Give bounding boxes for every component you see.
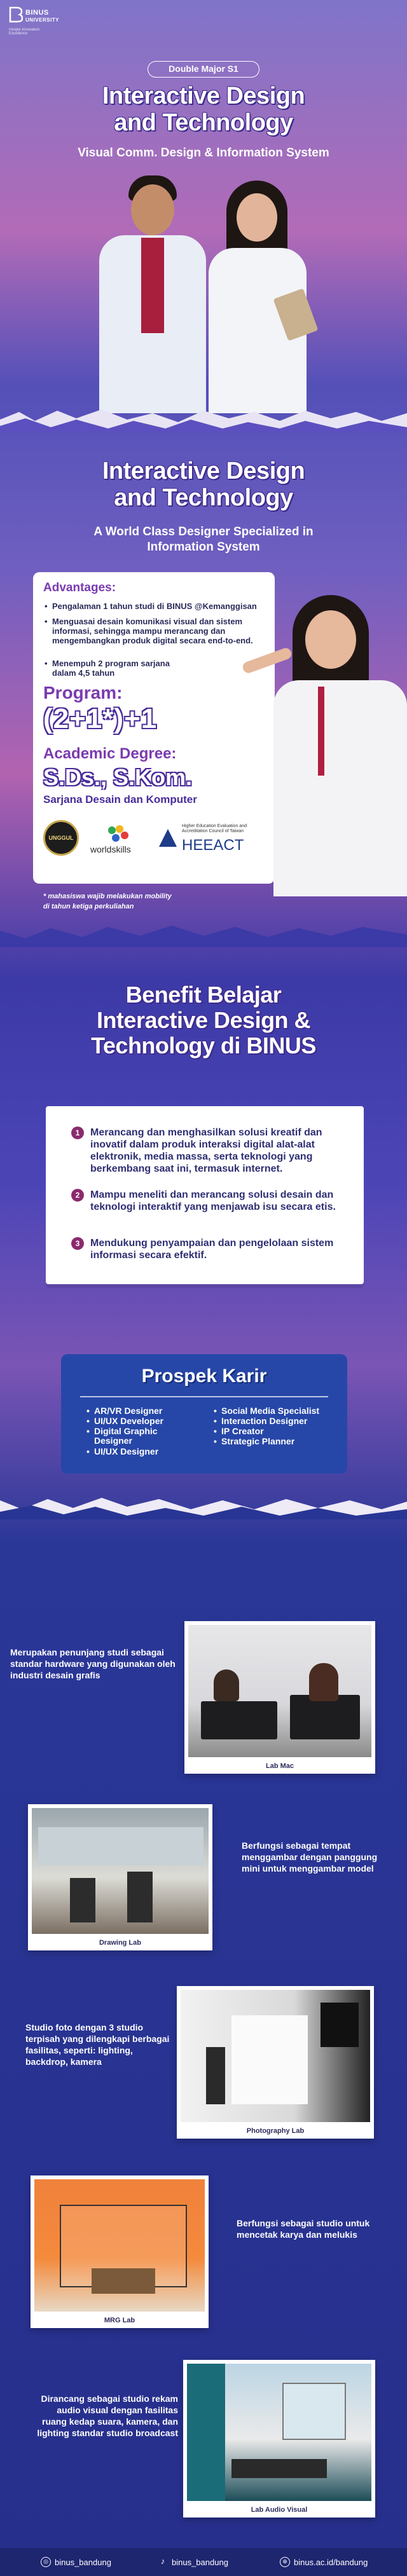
torn-divider-3 [0,1494,407,1519]
prospek-divider [80,1396,328,1397]
hero-title-line1: Interactive Design [102,83,305,109]
benefit-card [46,1106,364,1284]
degree-label: Academic Degree: [43,745,177,762]
binus-logo[interactable] [9,6,60,38]
benefit-item [71,1189,338,1213]
brand-tagline: People Innovation Excellence [9,28,40,36]
facility-desc: Studio foto dengan 3 studio terpisah yang dilengkapi berbagai fasilitas, seperti: lighting, backdrop, kamera [25,2022,170,2067]
double-major-badge: Double Major S1 [148,61,259,78]
globe-icon: ⊕ [280,2557,290,2567]
tiktok-icon: ♪ [160,2556,165,2566]
facility-caption: MRG Lab [104,2317,135,2324]
facility-photo [28,1804,212,1950]
brand-name: BINUS [25,9,49,17]
hero-student-male [95,172,210,413]
benefit-item-number: 2 [71,1189,84,1202]
footer-web-url: binus.ac.id/bandung [294,2557,368,2567]
footer-instagram-link[interactable] [41,2557,111,2567]
torn-divider-1 [0,407,407,432]
career-item: • AR/VR Designer [86,1406,162,1416]
facility-photo [31,2175,209,2328]
facility-desc: Dirancang sebagai studio rekam audio visual dengan fasilitas ruang kedap suara, kamera, dan lighting standar studio broadcast [37,2394,178,2438]
advantages-title: Advantages: [43,581,116,594]
program-value: (2+1*)+1 [43,703,158,734]
instagram-icon: ◎ [41,2557,51,2567]
worldskills-text: worldskills [90,844,131,854]
degree-value: S.Ds., S.Kom. [43,764,193,790]
heeact-caption: Higher Education Evaluation and Accreditation Council of Taiwan [182,824,247,833]
benefit-item-text: Mendukung penyampaian dan pengelolaan sistem informasi secara efektif. [90,1238,334,1261]
benefit-item [71,1237,338,1261]
advantages-card [33,572,275,884]
career-item: • Social Media Specialist [214,1406,319,1416]
heeact-text: HEEACT [182,837,244,854]
mobility-note-line1: * mahasiswa wajib melakukan mobility [43,893,172,900]
heeact-logo [158,821,266,857]
mobility-note-line2: di tahun ketiga perkuliahan [43,903,134,910]
facility-photo [184,1621,375,1774]
worldskills-logo [90,824,148,856]
footer [0,2548,407,2576]
footer-web-link[interactable] [280,2557,368,2567]
program-label: Program: [43,683,123,702]
binus-logo-mark-icon [9,6,23,23]
brand-sub: UNIVERSITY [25,17,60,23]
heeact-mark-icon [158,828,178,848]
benefit-item-text: Merancang dan menghasilkan solusi kreatif dan inovatif dalam produk interaksi digital alat-alat elektronik, media massa, serta teknologi yang berkembang saat ini, termasuk internet. [90,1127,322,1174]
benefit-title-line3: Technology di BINUS [91,1032,316,1058]
facility-photo [177,1986,374,2139]
hero-student-female [204,178,312,413]
intro-student-female [267,591,407,896]
career-item: • Digital Graphic Designer [86,1427,182,1446]
hero-subtitle: Visual Comm. Design & Information System [78,146,329,160]
benefit-item-text: Mampu meneliti dan merancang solusi desain dan teknologi interaktif yang menjawab isu secara etis. [90,1189,336,1212]
facility-caption: Lab Mac [265,1762,294,1770]
career-item: • UI/UX Developer [86,1416,163,1426]
unggul-logo: UNGGUL [43,820,79,856]
advantage-item: • Menempuh 2 program sarjana dalam 4,5 tahun [43,659,183,678]
hero-title-line2: and Technology [114,109,293,136]
facility-photo [183,2360,375,2518]
benefit-item-number: 1 [71,1127,84,1139]
facility-desc: Merupakan penunjang studi sebagai standar hardware yang digunakan oleh industri desain grafis [10,1647,176,1680]
benefit-title-line2: Interactive Design & [96,1007,311,1033]
torn-divider-2 [0,922,407,947]
footer-tiktok-handle: binus_bandung [172,2557,228,2567]
advantage-item: • Menguasai desain komunikasi visual dan sistem informasi, sehingga mampu merancang dan mengembangkan produk digital secara end-to-end. [43,617,266,645]
degree-subtitle: Sarjana Desain dan Komputer [43,793,197,805]
footer-instagram-handle: binus_bandung [55,2557,111,2567]
career-item: • UI/UX Designer [86,1447,158,1456]
intro-subtitle-line2: Information System [147,540,260,554]
facility-caption: Photography Lab [246,2127,305,2135]
intro-title-line2: and Technology [114,484,293,511]
prospek-karir-card [61,1354,347,1474]
career-item: • Interaction Designer [214,1416,307,1426]
intro-title-line1: Interactive Design [102,458,305,484]
benefit-item [71,1127,338,1175]
benefit-item-number: 3 [71,1237,84,1250]
footer-tiktok-link[interactable] [158,2557,228,2567]
facility-desc: Berfungsi sebagai tempat menggambar dengan panggung mini untuk menggambar model [242,1840,378,1874]
facility-caption: Lab Audio Visual [251,2506,308,2514]
intro-subtitle-line1: A World Class Designer Specialized in [93,525,314,538]
facility-caption: Drawing Lab [99,1939,141,1947]
benefit-title-line1: Benefit Belajar [125,982,282,1008]
prospek-title: Prospek Karir [141,1366,267,1387]
career-item: • IP Creator [214,1427,264,1436]
facility-desc: Berfungsi sebagai studio untuk mencetak karya dan melukis [237,2218,370,2240]
advantage-item: • Pengalaman 1 tahun studi di BINUS @Kemanggisan [43,601,259,611]
career-item: • Strategic Planner [214,1437,294,1446]
